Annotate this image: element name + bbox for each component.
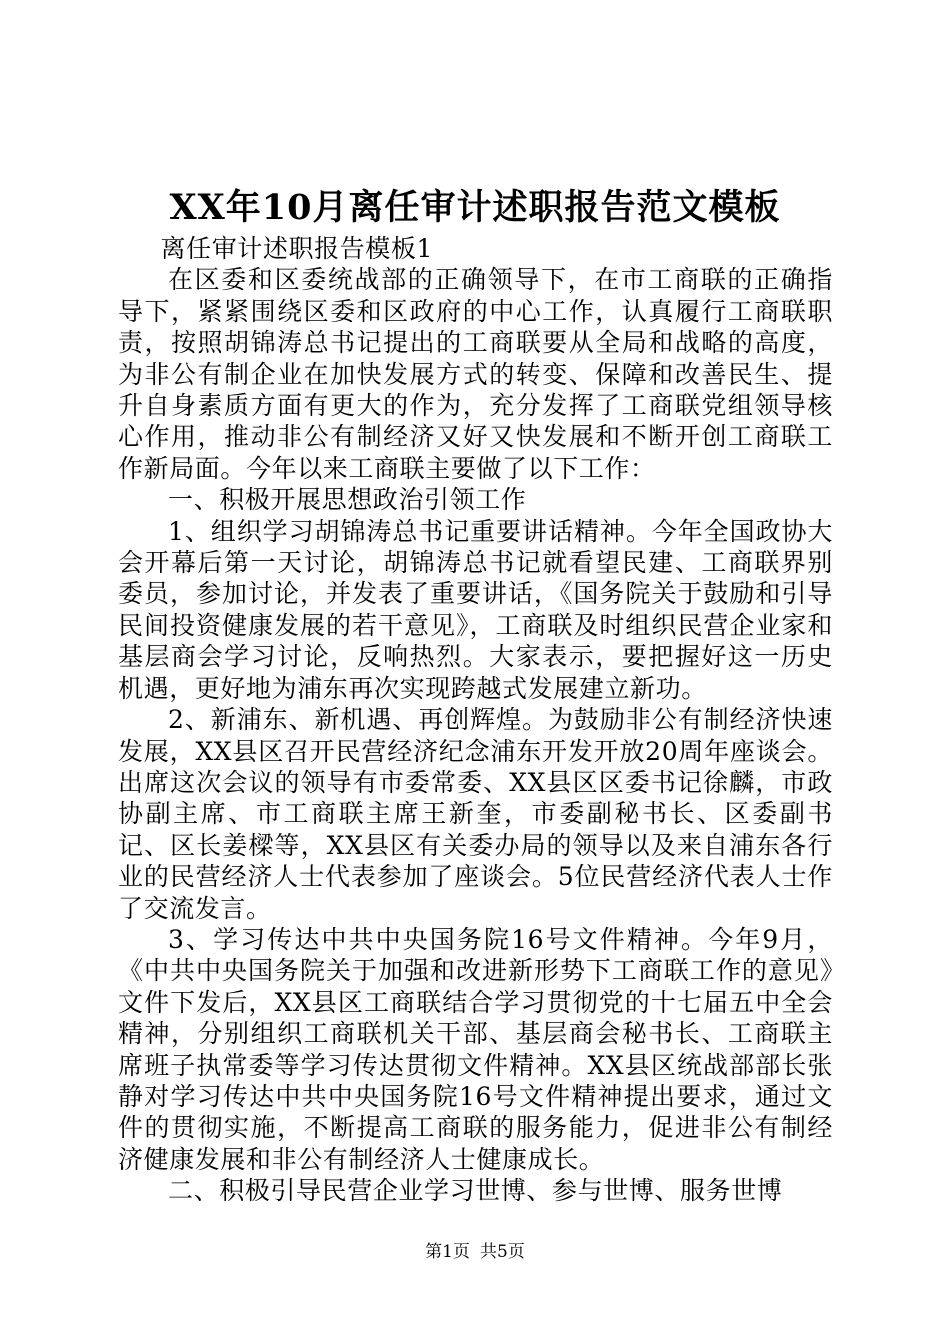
document-body	[118, 233, 833, 1207]
paragraph-item-3: 3、学习传达中共中央国务院16号文件精神。今年9月，《中共中央国务院关于加强和改进新形势下工商联工作的意见》文件下发后，XX县区工商联结合学习贯彻党的十七届五中全会精神，分别组织工商联机关干部、基层商会秘书长、工商联主席班子执常委等学习传达贯彻文件精神。XX县区统战部部长张静对学习传达中共中央国务院16号文件精神提出要求，通过文件的贯彻实施，不断提高工商联的服务能力，促进非公有制经济健康发展和非公有制经济人士健康成长。	[118, 924, 833, 1174]
paragraph-item-2: 2、新浦东、新机遇、再创辉煌。为鼓励非公有制经济快速发展，XX县区召开民营经济纪念浦东开发开放20周年座谈会。出席这次会议的领导有市委常委、XX县区区委书记徐麟，市政协副主席、市工商联主席王新奎，市委副秘书长、区委副书记、区长姜樑等，XX县区有关委办局的领导以及来自浦东各行业的民营经济人士代表参加了座谈会。5位民营经济代表人士作了交流发言。	[118, 705, 833, 923]
page-footer	[0, 1240, 950, 1264]
document-title: XX年10月离任审计述职报告范文模板	[169, 187, 781, 228]
section-heading-2: 二、积极引导民营企业学习世博、参与世博、服务世博	[168, 1176, 783, 1206]
page-total: 共5页	[480, 1242, 525, 1262]
paragraph-intro: 在区委和区委统战部的正确领导下，在市工商联的正确指导下，紧紧围绕区委和区政府的中心工作，认真履行工商联职责，按照胡锦涛总书记提出的工商联要从全局和战略的高度，为非公有制企业在加快发展方式的转变、保障和改善民生、提升自身素质方面有更大的作为，充分发挥了工商联党组领导核心作用，推动非公有制经济又好又快发展和不断开创工商联工作新局面。今年以来工商联主要做了以下工作：	[118, 265, 833, 483]
section-heading-1: 一、积极开展思想政治引领工作	[168, 485, 527, 515]
paragraph-item-1: 1、组织学习胡锦涛总书记重要讲话精神。今年全国政协大会开幕后第一天讨论，胡锦涛总书记就看望民建、工商联界别委员，参加讨论，并发表了重要讲话，《国务院关于鼓励和引导民间投资健康发展的若干意见》，工商联及时组织民营企业家和基层商会学习讨论，反响热烈。大家表示，要把握好这一历史机遇，更好地为浦东再次实现跨越式发展建立新功。	[118, 516, 833, 703]
page-number: 第1页	[425, 1242, 470, 1262]
paragraph-subtitle: 离任审计述职报告模板1	[160, 234, 434, 263]
